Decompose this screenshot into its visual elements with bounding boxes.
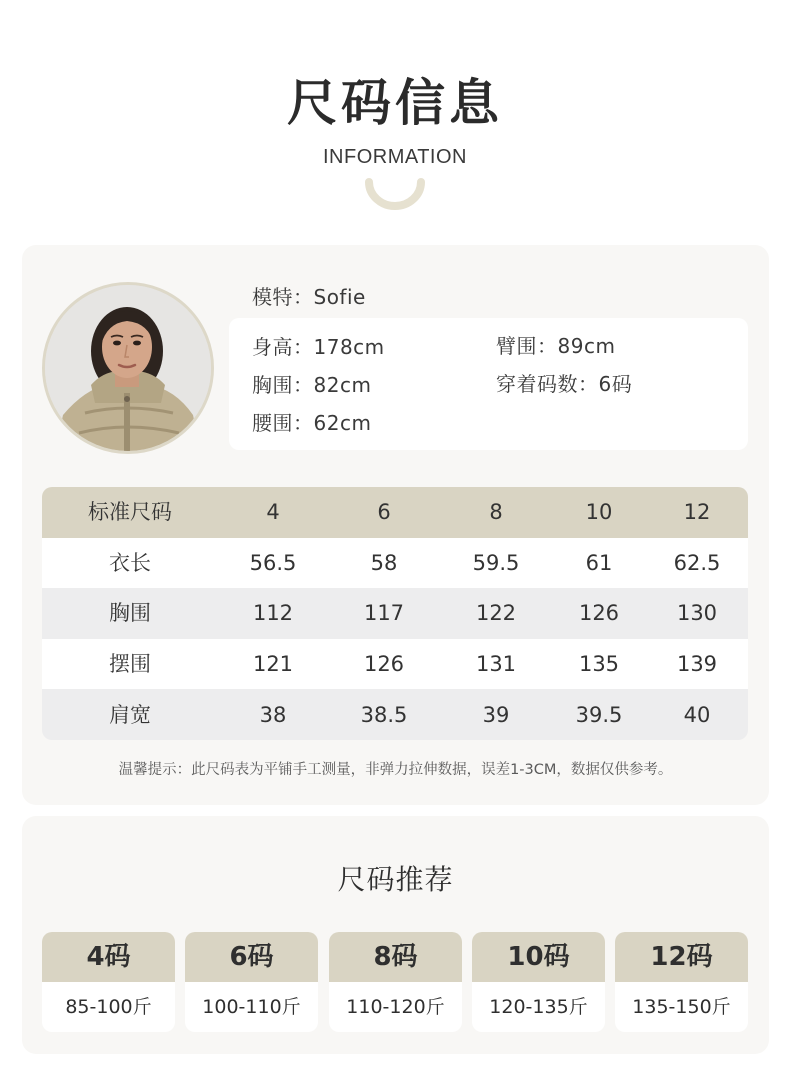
table-header-cell: 标准尺码	[88, 500, 172, 525]
table-cell: 117	[363, 601, 405, 626]
recommend-item	[185, 932, 318, 1032]
table-row	[42, 639, 748, 690]
table-cell: 126	[363, 652, 405, 677]
table-cell: 56.5	[249, 550, 297, 575]
table-cell: 40	[683, 702, 711, 727]
table-cell: 112	[252, 601, 294, 626]
recommend-weight: 85-100斤	[65, 996, 152, 1018]
recommend-weight: 135-150斤	[632, 996, 731, 1018]
table-header-row	[42, 487, 748, 538]
table-cell: 38	[259, 702, 287, 727]
table-cell: 139	[676, 652, 718, 677]
table-cell: 122	[475, 601, 517, 626]
recommend-weight: 110-120斤	[346, 996, 445, 1018]
table-cell: 121	[252, 652, 294, 677]
recommend-item	[472, 932, 605, 1032]
table-cell: 131	[475, 652, 517, 677]
model-name: 模特：Sofie	[252, 285, 366, 309]
recommend-size: 10码	[472, 932, 605, 982]
table-header-cell: 8	[489, 500, 503, 525]
recommend-size: 12码	[615, 932, 748, 982]
recommend-title: 尺码推荐	[337, 863, 454, 896]
recommend-item	[615, 932, 748, 1032]
recommend-item	[42, 932, 175, 1032]
recommend-size: 6码	[185, 932, 318, 982]
table-cell: 61	[585, 550, 613, 575]
table-row	[42, 689, 748, 740]
recommend-item	[329, 932, 462, 1032]
recommend-size: 8码	[329, 932, 462, 982]
table-cell: 62.5	[673, 550, 721, 575]
smile-arc-decoration	[364, 178, 426, 210]
model-chest: 胸围：82cm	[252, 373, 372, 397]
table-header-cell: 6	[377, 500, 391, 525]
table-header-cell: 10	[585, 500, 613, 525]
table-cell: 135	[578, 652, 620, 677]
size-recommend-card	[22, 816, 769, 1054]
recommend-weight: 100-110斤	[202, 996, 301, 1018]
table-cell: 59.5	[472, 550, 520, 575]
row-label: 胸围	[109, 601, 151, 626]
size-info-card	[22, 245, 769, 805]
model-height: 身高：178cm	[252, 335, 385, 359]
table-row	[42, 538, 748, 589]
table-cell: 126	[578, 601, 620, 626]
measurement-note: 温馨提示：此尺码表为平铺手工测量，非弹力拉伸数据，误差1-3CM，数据仅供参考。	[118, 762, 673, 778]
model-waist: 腰围：62cm	[252, 411, 372, 435]
model-avatar	[42, 282, 214, 454]
size-chart-table	[42, 487, 748, 740]
page-subtitle: INFORMATION	[322, 146, 467, 168]
recommend-weight: 120-135斤	[489, 996, 588, 1018]
row-label: 肩宽	[109, 702, 151, 727]
row-label: 衣长	[109, 550, 151, 575]
table-row	[42, 588, 748, 639]
table-cell: 58	[370, 550, 398, 575]
table-header-cell: 12	[683, 500, 711, 525]
row-label: 摆围	[109, 652, 151, 677]
table-cell: 39	[482, 702, 510, 727]
model-size-worn: 穿着码数：6码	[496, 372, 633, 396]
table-cell: 38.5	[360, 702, 408, 727]
table-header-cell: 4	[266, 500, 280, 525]
page-title: 尺码信息	[287, 74, 503, 132]
table-cell: 39.5	[575, 702, 623, 727]
table-cell: 130	[676, 601, 718, 626]
model-arm: 臂围：89cm	[496, 334, 616, 358]
recommend-size: 4码	[42, 932, 175, 982]
